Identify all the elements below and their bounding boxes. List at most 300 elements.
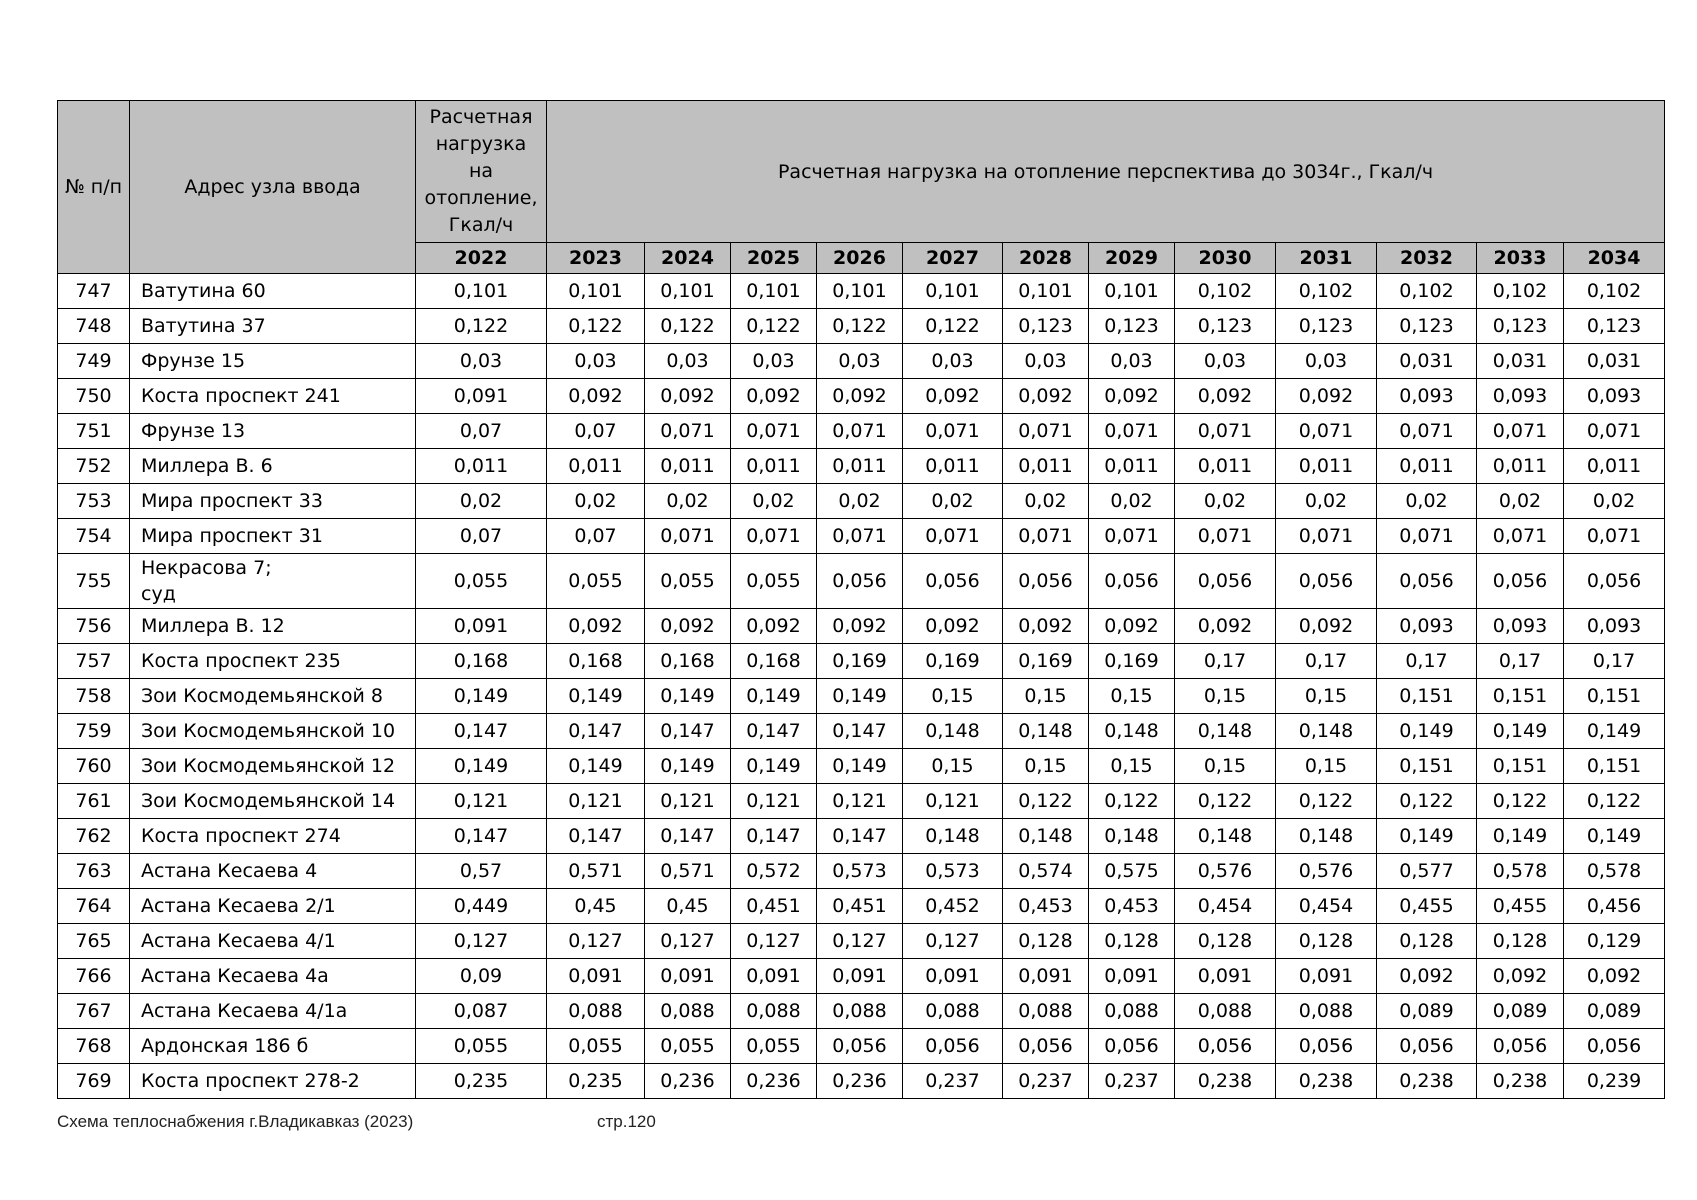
address-line: суд <box>141 583 176 605</box>
load-value-cell: 0,092 <box>1089 609 1175 644</box>
load-value-cell: 0,122 <box>731 309 817 344</box>
load-value-cell: 0,151 <box>1477 679 1564 714</box>
load-value-cell: 0,092 <box>1276 379 1377 414</box>
table-row <box>58 714 1665 749</box>
load-value-cell: 0,238 <box>1175 1064 1276 1099</box>
load-value-cell: 0,102 <box>1276 274 1377 309</box>
load-value-cell: 0,456 <box>1564 889 1665 924</box>
load-value-cell: 0,147 <box>817 714 903 749</box>
load-value-cell: 0,092 <box>645 379 731 414</box>
load-value-cell: 0,168 <box>645 644 731 679</box>
load-value-cell: 0,123 <box>1477 309 1564 344</box>
address-line: Астана Кесаева 4 <box>141 860 318 882</box>
header-num: № п/п <box>58 101 130 274</box>
load-value-cell: 0,149 <box>1377 714 1477 749</box>
load-value-cell: 0,101 <box>1003 274 1089 309</box>
load-value-cell: 0,07 <box>416 519 547 554</box>
load-value-cell: 0,02 <box>731 484 817 519</box>
load-value-cell: 0,122 <box>1477 784 1564 819</box>
load-value-cell: 0,149 <box>731 679 817 714</box>
load-value-cell: 0,091 <box>416 609 547 644</box>
load-value-cell: 0,088 <box>645 994 731 1029</box>
load-value-cell: 0,122 <box>547 309 645 344</box>
load-value-cell: 0,056 <box>1477 1029 1564 1064</box>
table-header <box>58 101 1665 274</box>
load-value-cell: 0,09 <box>416 959 547 994</box>
load-value-cell: 0,03 <box>1003 344 1089 379</box>
heat-load-table <box>57 100 1665 1099</box>
load-value-cell: 0,092 <box>1276 609 1377 644</box>
load-value-cell: 0,149 <box>1564 819 1665 854</box>
load-value-cell: 0,148 <box>1276 714 1377 749</box>
load-value-cell: 0,147 <box>416 714 547 749</box>
load-value-cell: 0,122 <box>1175 784 1276 819</box>
load-value-cell: 0,17 <box>1564 644 1665 679</box>
load-value-cell: 0,129 <box>1564 924 1665 959</box>
load-value-cell: 0,122 <box>1089 784 1175 819</box>
load-value-cell: 0,121 <box>547 784 645 819</box>
load-value-cell: 0,03 <box>903 344 1003 379</box>
load-value-cell: 0,576 <box>1276 854 1377 889</box>
load-value-cell: 0,123 <box>1377 309 1477 344</box>
load-value-cell: 0,071 <box>1477 519 1564 554</box>
load-value-cell: 0,576 <box>1175 854 1276 889</box>
load-value-cell: 0,092 <box>1089 379 1175 414</box>
load-value-cell: 0,239 <box>1564 1064 1665 1099</box>
row-address <box>130 854 416 889</box>
load-value-cell: 0,011 <box>731 449 817 484</box>
load-value-cell: 0,236 <box>645 1064 731 1099</box>
address-line: Мира проспект 33 <box>141 490 323 512</box>
header-year-2031: 2031 <box>1276 243 1377 274</box>
load-value-cell: 0,151 <box>1564 679 1665 714</box>
load-value-cell: 0,011 <box>1175 449 1276 484</box>
load-value-cell: 0,578 <box>1477 854 1564 889</box>
table-row <box>58 519 1665 554</box>
load-value-cell: 0,102 <box>1377 274 1477 309</box>
load-value-cell: 0,03 <box>1089 344 1175 379</box>
load-value-cell: 0,07 <box>547 519 645 554</box>
load-value-cell: 0,451 <box>817 889 903 924</box>
load-value-cell: 0,071 <box>1175 414 1276 449</box>
load-value-cell: 0,168 <box>416 644 547 679</box>
load-value-cell: 0,169 <box>903 644 1003 679</box>
table-row <box>58 644 1665 679</box>
footer-page-number: стр.120 <box>597 1112 656 1131</box>
load-value-cell: 0,102 <box>1175 274 1276 309</box>
load-value-cell: 0,093 <box>1377 609 1477 644</box>
row-number: 765 <box>58 924 130 959</box>
load-value-cell: 0,121 <box>903 784 1003 819</box>
load-value-cell: 0,449 <box>416 889 547 924</box>
load-value-cell: 0,092 <box>1477 959 1564 994</box>
load-value-cell: 0,011 <box>903 449 1003 484</box>
load-value-cell: 0,169 <box>817 644 903 679</box>
address-line: Ардонская 186 б <box>141 1035 309 1057</box>
load-value-cell: 0,071 <box>1564 414 1665 449</box>
row-address <box>130 924 416 959</box>
load-value-cell: 0,17 <box>1477 644 1564 679</box>
load-value-cell: 0,011 <box>416 449 547 484</box>
load-value-cell: 0,088 <box>547 994 645 1029</box>
load-value-cell: 0,055 <box>645 554 731 609</box>
load-value-cell: 0,011 <box>1477 449 1564 484</box>
load-value-cell: 0,087 <box>416 994 547 1029</box>
address-line: Астана Кесаева 4а <box>141 965 329 987</box>
load-value-cell: 0,578 <box>1564 854 1665 889</box>
row-address <box>130 1029 416 1064</box>
load-value-cell: 0,57 <box>416 854 547 889</box>
row-number: 756 <box>58 609 130 644</box>
header-perspective-load: Расчетная нагрузка на отопление перспектива до 3034г., Гкал/ч <box>547 101 1665 243</box>
address-line: Зои Космодемьянской 10 <box>141 720 396 742</box>
load-value-cell: 0,127 <box>416 924 547 959</box>
load-value-cell: 0,147 <box>731 714 817 749</box>
table-row <box>58 484 1665 519</box>
load-value-cell: 0,056 <box>1276 1029 1377 1064</box>
load-value-cell: 0,151 <box>1564 749 1665 784</box>
load-value-cell: 0,571 <box>547 854 645 889</box>
load-value-cell: 0,121 <box>645 784 731 819</box>
load-value-cell: 0,148 <box>903 819 1003 854</box>
load-value-cell: 0,03 <box>547 344 645 379</box>
load-value-cell: 0,101 <box>817 274 903 309</box>
load-value-cell: 0,071 <box>817 519 903 554</box>
load-value-cell: 0,148 <box>1175 819 1276 854</box>
load-value-cell: 0,056 <box>817 1029 903 1064</box>
load-value-cell: 0,055 <box>731 554 817 609</box>
load-value-cell: 0,071 <box>645 519 731 554</box>
load-value-cell: 0,147 <box>416 819 547 854</box>
load-value-cell: 0,055 <box>416 554 547 609</box>
load-value-cell: 0,147 <box>645 714 731 749</box>
load-value-cell: 0,148 <box>1089 819 1175 854</box>
load-value-cell: 0,071 <box>1477 414 1564 449</box>
row-number: 769 <box>58 1064 130 1099</box>
load-value-cell: 0,056 <box>1089 554 1175 609</box>
load-value-cell: 0,128 <box>1377 924 1477 959</box>
load-value-cell: 0,071 <box>1377 414 1477 449</box>
load-value-cell: 0,093 <box>1564 379 1665 414</box>
load-value-cell: 0,091 <box>731 959 817 994</box>
load-value-cell: 0,148 <box>1276 819 1377 854</box>
row-address <box>130 679 416 714</box>
load-value-cell: 0,092 <box>903 379 1003 414</box>
load-value-cell: 0,121 <box>416 784 547 819</box>
load-value-cell: 0,011 <box>1276 449 1377 484</box>
load-value-cell: 0,03 <box>731 344 817 379</box>
row-address <box>130 644 416 679</box>
load-value-cell: 0,07 <box>416 414 547 449</box>
load-value-cell: 0,02 <box>1175 484 1276 519</box>
load-value-cell: 0,092 <box>817 379 903 414</box>
row-number: 748 <box>58 309 130 344</box>
load-value-cell: 0,151 <box>1377 679 1477 714</box>
load-value-cell: 0,237 <box>903 1064 1003 1099</box>
load-value-cell: 0,236 <box>731 1064 817 1099</box>
load-value-cell: 0,573 <box>817 854 903 889</box>
row-number: 752 <box>58 449 130 484</box>
load-value-cell: 0,088 <box>1003 994 1089 1029</box>
table-row <box>58 1029 1665 1064</box>
table-row <box>58 959 1665 994</box>
load-value-cell: 0,122 <box>1564 784 1665 819</box>
table-row <box>58 379 1665 414</box>
load-value-cell: 0,102 <box>1477 274 1564 309</box>
load-value-cell: 0,091 <box>903 959 1003 994</box>
load-value-cell: 0,03 <box>645 344 731 379</box>
load-value-cell: 0,011 <box>817 449 903 484</box>
table-row <box>58 854 1665 889</box>
load-value-cell: 0,056 <box>1276 554 1377 609</box>
address-line: Некрасова 7; <box>141 557 272 579</box>
load-value-cell: 0,238 <box>1477 1064 1564 1099</box>
load-value-cell: 0,453 <box>1089 889 1175 924</box>
load-value-cell: 0,238 <box>1377 1064 1477 1099</box>
load-value-cell: 0,101 <box>731 274 817 309</box>
load-value-cell: 0,17 <box>1276 644 1377 679</box>
row-number: 747 <box>58 274 130 309</box>
load-value-cell: 0,02 <box>817 484 903 519</box>
load-value-cell: 0,149 <box>1477 714 1564 749</box>
load-value-cell: 0,149 <box>547 749 645 784</box>
row-number: 757 <box>58 644 130 679</box>
load-value-cell: 0,147 <box>645 819 731 854</box>
table-body <box>58 274 1665 1099</box>
load-value-cell: 0,236 <box>817 1064 903 1099</box>
row-address <box>130 819 416 854</box>
row-address <box>130 484 416 519</box>
load-value-cell: 0,091 <box>1003 959 1089 994</box>
load-value-cell: 0,122 <box>1377 784 1477 819</box>
load-value-cell: 0,45 <box>645 889 731 924</box>
row-number: 762 <box>58 819 130 854</box>
load-value-cell: 0,148 <box>1003 714 1089 749</box>
header-address: Адрес узла ввода <box>130 101 416 274</box>
load-value-cell: 0,02 <box>1564 484 1665 519</box>
load-value-cell: 0,055 <box>731 1029 817 1064</box>
address-line: Миллера В. 6 <box>141 455 273 477</box>
load-value-cell: 0,056 <box>1175 1029 1276 1064</box>
row-number: 760 <box>58 749 130 784</box>
load-value-cell: 0,092 <box>547 609 645 644</box>
table-row <box>58 749 1665 784</box>
load-value-cell: 0,055 <box>645 1029 731 1064</box>
load-value-cell: 0,17 <box>1175 644 1276 679</box>
load-value-cell: 0,071 <box>1175 519 1276 554</box>
load-value-cell: 0,056 <box>817 554 903 609</box>
row-address <box>130 714 416 749</box>
load-value-cell: 0,056 <box>1564 1029 1665 1064</box>
load-value-cell: 0,02 <box>416 484 547 519</box>
load-value-cell: 0,15 <box>1175 749 1276 784</box>
load-value-cell: 0,168 <box>731 644 817 679</box>
load-value-cell: 0,149 <box>416 749 547 784</box>
header-year-2023: 2023 <box>547 243 645 274</box>
load-value-cell: 0,092 <box>817 609 903 644</box>
load-value-cell: 0,011 <box>1564 449 1665 484</box>
load-value-cell: 0,149 <box>645 679 731 714</box>
load-value-cell: 0,02 <box>547 484 645 519</box>
row-number: 758 <box>58 679 130 714</box>
load-value-cell: 0,169 <box>1089 644 1175 679</box>
load-value-cell: 0,147 <box>547 714 645 749</box>
load-value-cell: 0,071 <box>1003 414 1089 449</box>
load-value-cell: 0,122 <box>416 309 547 344</box>
load-value-cell: 0,055 <box>547 554 645 609</box>
load-value-cell: 0,123 <box>1276 309 1377 344</box>
load-value-cell: 0,011 <box>547 449 645 484</box>
load-value-cell: 0,122 <box>903 309 1003 344</box>
load-value-cell: 0,091 <box>547 959 645 994</box>
address-line: Астана Кесаева 4/1а <box>141 1000 348 1022</box>
load-value-cell: 0,149 <box>731 749 817 784</box>
load-value-cell: 0,147 <box>731 819 817 854</box>
load-value-cell: 0,151 <box>1377 749 1477 784</box>
address-line: Миллера В. 12 <box>141 615 285 637</box>
load-value-cell: 0,454 <box>1276 889 1377 924</box>
load-value-cell: 0,092 <box>903 609 1003 644</box>
row-number: 749 <box>58 344 130 379</box>
load-value-cell: 0,149 <box>416 679 547 714</box>
header-year-2032: 2032 <box>1377 243 1477 274</box>
row-address <box>130 1064 416 1099</box>
load-value-cell: 0,071 <box>1089 519 1175 554</box>
row-number: 767 <box>58 994 130 1029</box>
load-value-cell: 0,03 <box>1175 344 1276 379</box>
row-address <box>130 749 416 784</box>
load-value-cell: 0,148 <box>1175 714 1276 749</box>
address-line: Ватутина 60 <box>141 280 266 302</box>
load-value-cell: 0,574 <box>1003 854 1089 889</box>
load-value-cell: 0,071 <box>903 414 1003 449</box>
load-value-cell: 0,127 <box>817 924 903 959</box>
load-value-cell: 0,454 <box>1175 889 1276 924</box>
load-value-cell: 0,101 <box>645 274 731 309</box>
row-number: 761 <box>58 784 130 819</box>
load-value-cell: 0,123 <box>1564 309 1665 344</box>
load-value-cell: 0,07 <box>547 414 645 449</box>
load-value-cell: 0,091 <box>1089 959 1175 994</box>
load-value-cell: 0,092 <box>1175 379 1276 414</box>
load-value-cell: 0,121 <box>731 784 817 819</box>
load-value-cell: 0,122 <box>1003 784 1089 819</box>
load-value-cell: 0,089 <box>1564 994 1665 1029</box>
load-value-cell: 0,02 <box>903 484 1003 519</box>
load-value-cell: 0,123 <box>1175 309 1276 344</box>
load-value-cell: 0,147 <box>817 819 903 854</box>
row-number: 759 <box>58 714 130 749</box>
load-value-cell: 0,088 <box>1175 994 1276 1029</box>
row-number: 766 <box>58 959 130 994</box>
load-value-cell: 0,17 <box>1377 644 1477 679</box>
row-address <box>130 994 416 1029</box>
load-value-cell: 0,092 <box>1003 609 1089 644</box>
load-value-cell: 0,128 <box>1175 924 1276 959</box>
load-value-cell: 0,45 <box>547 889 645 924</box>
row-address <box>130 889 416 924</box>
load-value-cell: 0,091 <box>416 379 547 414</box>
load-value-cell: 0,056 <box>1003 1029 1089 1064</box>
header-year-2033: 2033 <box>1477 243 1564 274</box>
load-value-cell: 0,03 <box>1276 344 1377 379</box>
header-year-2026: 2026 <box>817 243 903 274</box>
load-value-cell: 0,056 <box>1564 554 1665 609</box>
load-value-cell: 0,122 <box>1276 784 1377 819</box>
load-value-cell: 0,056 <box>903 554 1003 609</box>
load-value-cell: 0,235 <box>416 1064 547 1099</box>
load-value-cell: 0,091 <box>1276 959 1377 994</box>
load-value-cell: 0,571 <box>645 854 731 889</box>
address-line: Зои Космодемьянской 8 <box>141 685 383 707</box>
row-address <box>130 414 416 449</box>
load-value-cell: 0,092 <box>1003 379 1089 414</box>
row-number: 764 <box>58 889 130 924</box>
load-value-cell: 0,453 <box>1003 889 1089 924</box>
load-value-cell: 0,011 <box>1003 449 1089 484</box>
load-value-cell: 0,149 <box>817 679 903 714</box>
load-value-cell: 0,101 <box>1089 274 1175 309</box>
row-address <box>130 274 416 309</box>
load-value-cell: 0,123 <box>1003 309 1089 344</box>
row-address <box>130 449 416 484</box>
header-year-base: 2022 <box>416 243 547 274</box>
load-value-cell: 0,127 <box>731 924 817 959</box>
load-value-cell: 0,128 <box>1276 924 1377 959</box>
load-value-cell: 0,089 <box>1377 994 1477 1029</box>
load-value-cell: 0,455 <box>1477 889 1564 924</box>
load-value-cell: 0,03 <box>817 344 903 379</box>
table-row <box>58 414 1665 449</box>
load-value-cell: 0,169 <box>1003 644 1089 679</box>
row-address <box>130 609 416 644</box>
address-line: Зои Космодемьянской 12 <box>141 755 396 777</box>
table-row <box>58 924 1665 959</box>
address-line: Фрунзе 15 <box>141 350 246 372</box>
address-line: Зои Космодемьянской 14 <box>141 790 396 812</box>
header-year-2034: 2034 <box>1564 243 1665 274</box>
load-value-cell: 0,15 <box>1003 749 1089 784</box>
table-row <box>58 554 1665 609</box>
load-value-cell: 0,123 <box>1089 309 1175 344</box>
table-row <box>58 344 1665 379</box>
load-value-cell: 0,149 <box>547 679 645 714</box>
load-value-cell: 0,093 <box>1564 609 1665 644</box>
load-value-cell: 0,071 <box>645 414 731 449</box>
load-value-cell: 0,088 <box>817 994 903 1029</box>
header-year-2030: 2030 <box>1175 243 1276 274</box>
load-value-cell: 0,148 <box>1089 714 1175 749</box>
load-value-cell: 0,011 <box>645 449 731 484</box>
row-address <box>130 959 416 994</box>
load-value-cell: 0,149 <box>817 749 903 784</box>
table-row <box>58 784 1665 819</box>
load-value-cell: 0,091 <box>645 959 731 994</box>
load-value-cell: 0,168 <box>547 644 645 679</box>
load-value-cell: 0,092 <box>1377 959 1477 994</box>
load-value-cell: 0,149 <box>1564 714 1665 749</box>
table-row <box>58 679 1665 714</box>
load-value-cell: 0,071 <box>1276 519 1377 554</box>
load-value-cell: 0,575 <box>1089 854 1175 889</box>
load-value-cell: 0,071 <box>731 519 817 554</box>
row-address <box>130 344 416 379</box>
address-line: Коста проспект 274 <box>141 825 341 847</box>
load-value-cell: 0,237 <box>1089 1064 1175 1099</box>
load-value-cell: 0,127 <box>547 924 645 959</box>
row-number: 750 <box>58 379 130 414</box>
table-row <box>58 609 1665 644</box>
